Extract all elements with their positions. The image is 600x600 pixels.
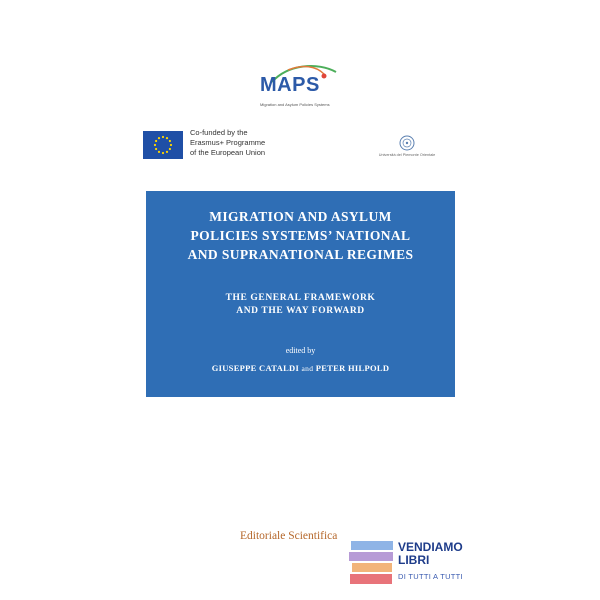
title-panel — [146, 191, 455, 397]
maps-logo — [258, 60, 350, 114]
vendiamo-libri-wordmark — [398, 541, 488, 567]
eu-line-3: of the European Union — [190, 148, 266, 157]
university-logo — [362, 134, 452, 164]
editor-1: GIUSEPPE CATALDI — [211, 363, 300, 373]
badge-line-1: VENDIAMO — [398, 540, 463, 554]
publisher-name: Editoriale Scientifica — [240, 530, 338, 542]
books-stack-icon — [349, 535, 395, 589]
eu-line-1: Co-funded by the — [190, 128, 248, 137]
eu-line-2: Erasmus+ Programme — [190, 138, 266, 147]
title-line-3: AND SUPRANATIONAL REGIMES — [187, 247, 414, 262]
maps-subtitle: Migration and Asylum Policies Systems — [260, 102, 330, 107]
maps-wordmark: MAPS — [260, 74, 320, 96]
book-title — [146, 207, 455, 264]
book-subtitle — [146, 292, 455, 318]
badge-tagline: DI TUTTI A TUTTI — [398, 572, 463, 581]
title-line-2: POLICIES SYSTEMS’ NATIONAL — [190, 228, 411, 243]
badge-line-2: LIBRI — [398, 553, 430, 567]
university-label: Università del Piemonte Orientale — [378, 153, 436, 157]
eu-cofunded-text — [190, 128, 300, 158]
university-seal-icon — [362, 134, 452, 154]
subtitle-line-1: THE GENERAL FRAMEWORK — [225, 293, 376, 303]
title-line-1: MIGRATION AND ASYLUM — [209, 209, 392, 224]
editors — [146, 363, 455, 373]
subtitle-line-2: AND THE WAY FORWARD — [236, 306, 365, 316]
edited-by-label: edited by — [285, 346, 316, 355]
eu-flag-icon — [143, 131, 183, 159]
editor-2: PETER HILPOLD — [315, 363, 390, 373]
editors-and: and — [301, 364, 314, 373]
